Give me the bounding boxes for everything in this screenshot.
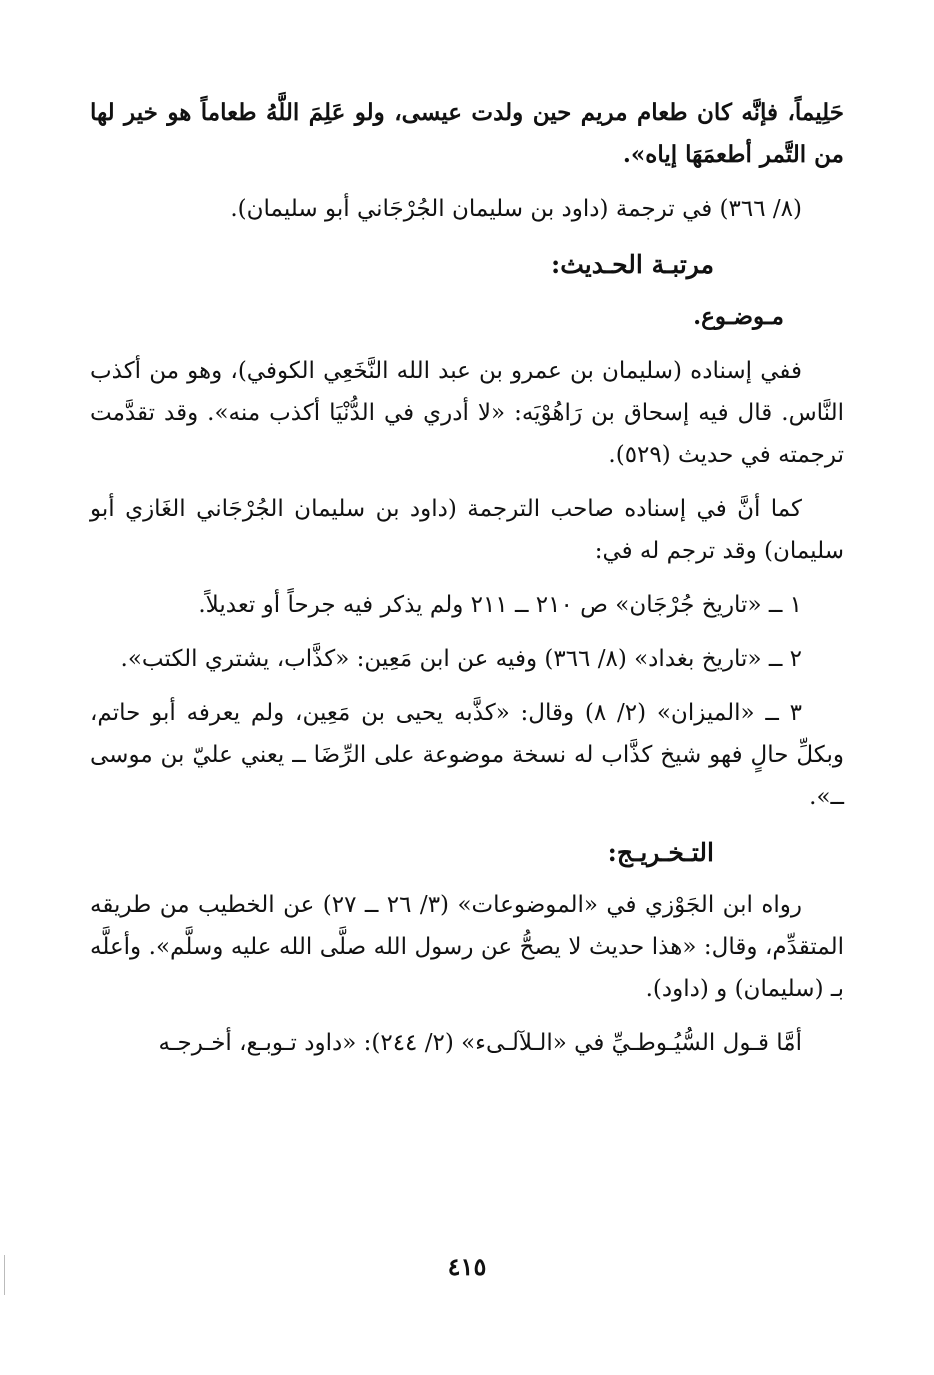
list-item-1: ١ ــ «تاريخ جُرْجَان» ص ٢١٠ ــ ٢١١ ولم يذكر فيه جرحاً أو تعديلاً.: [198, 592, 802, 618]
document-body: [90, 92, 844, 1076]
paragraph-continuation: حَلِيماً، فإنَّه كان طعام مريم حين ولدت عيسى، ولو عَلِمَ اللَّهُ طعاماً هو خير لها من التَّمر أطعمَهَا إياه».: [90, 99, 844, 168]
heading-takhrij: التـخـريـج:: [607, 838, 714, 867]
paragraph-suyuti: أمَّا قـول السُّيُـوطـيِّ في «الـلآلـىء» (٢/ ٢٤٤): «داود تـوبـع، أخـرجـه: [158, 1030, 802, 1056]
paragraph-isnad: ففي إسناده (سليمان بن عمرو بن عبد الله النَّخَعِي الكوفي)، وهو من أكذب النَّاس. قال فيه إسحاق بن رَاهُوْيَه: «لا أدري في الدُّنْيَا أكذب منه». وقد تقدَّمت ترجمته في حديث (٥٢٩).: [90, 358, 844, 468]
paragraph-narrator: كما أنَّ في إسناده صاحب الترجمة (داود بن سليمان الجُرْجَاني الغَازي أبو سليمان) وقد ترجم له في:: [90, 496, 844, 564]
scan-edge-line: [4, 1255, 5, 1295]
paragraph-takhrij: رواه ابن الجَوْزي في «الموضوعات» (٣/ ٢٦ ــ ٢٧) عن الخطيب من طريقه المتقدِّم، وقال: «هذا حديث لا يصحُّ عن رسول الله صلَّى الله عليه وسلَّم». وأعلَّه بـ (سليمان) و (داود).: [90, 892, 844, 1002]
paragraph-reference: (٨/ ٣٦٦) في ترجمة (داود بن سليمان الجُرْجَاني أبو سليمان).: [230, 196, 802, 222]
page-number: ٤١٥: [447, 1252, 487, 1281]
heading-hadith-rank: مرتبـة الحـديث:: [550, 250, 714, 279]
paragraph-verdict: مـوضـوع.: [693, 303, 784, 330]
list-item-3: ٣ ــ «الميزان» (٢/ ٨) وقال: «كذَّبه يحيى بن مَعِين، ولم يعرفه أبو حاتم، وبكلِّ حالٍ فهو شيخ كذَّاب له نسخة موضوعة على الرِّضَا ــ يعني عليّ بن موسى ــ».: [90, 700, 844, 810]
list-item-2: ٢ ــ «تاريخ بغداد» (٨/ ٣٦٦) وفيه عن ابن مَعِين: «كذَّاب، يشتري الكتب».: [120, 646, 802, 672]
